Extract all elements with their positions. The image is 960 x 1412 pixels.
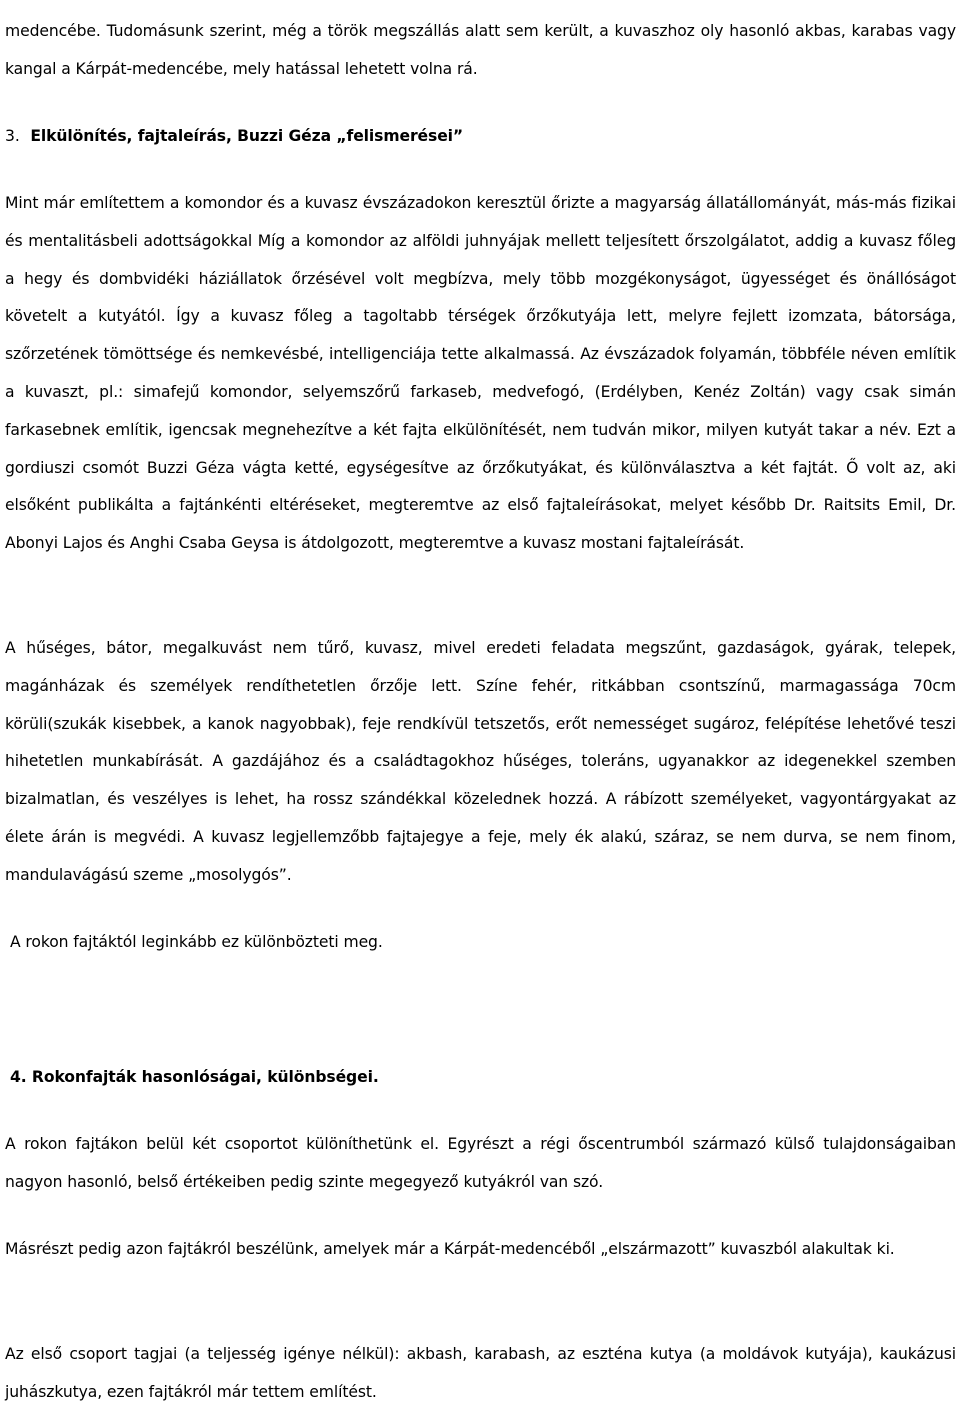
- paragraph-differs: A rokon fajtáktól leginkább ez különbözteti meg.: [10, 933, 383, 951]
- section-4-title: Rokonfajták hasonlóságai, különbségei.: [31, 1068, 379, 1086]
- paragraph-first-group: Az első csoport tagjai (a teljesség igénye nélkül): akbash, karabash, az eszténa kutya (a moldávok kutyája), kaukázusi juhászkutya, ezen fajtákról már tettem említést.: [5, 1345, 956, 1401]
- section-4-heading: [10, 1059, 960, 1097]
- section-3-title: Elkülönítés, fajtaleírás, Buzzi Géza „felismerései”: [30, 127, 464, 145]
- paragraph-traits: A hűséges, bátor, megalkuvást nem tűrő, kuvasz, mivel eredeti feladata megszűnt, gazdaságok, gyárak, telepek, magánházak és személyek rendíthetetlen őrzője lett. Színe fehér, ritkábban csontszínű, marmagassága 70cm körüli(szukák kisebbek, a kanok nagyobbak), feje rendkívül tetszetős, erőt nemességet sugároz, felépítése lehetővé teszi hihetetlen munkabírását. A gazdájához és a családtagokhoz hűséges, toleráns, ugyanakkor az idegenekkel szemben bizalmatlan, és veszélyes is lehet, ha rossz szándékkal közelednek hozzá. A rábízott személyeket, vagyontárgyakat az élete árán is megvédi. A kuvasz legjellemzőbb fajtajegye a feje, mely ék alakú, száraz, se nem durva, se nem finom, mandulavágású szeme „mosolygós”.: [5, 639, 956, 884]
- section-3-heading: [5, 118, 956, 156]
- section-4-number: 4.: [10, 1068, 27, 1086]
- paragraph-intro: medencébe. Tudomásunk szerint, még a török megszállás alatt sem került, a kuvaszhoz oly hasonló akbas, karabas vagy kangal a Kárpát-medencébe, mely hatással lehetett volna rá.: [5, 22, 956, 78]
- section-3-number: 3.: [5, 127, 20, 145]
- paragraph-history: Mint már említettem a komondor és a kuvasz évszázadokon keresztül őrizte a magyarság állatállományát, más-más fizikai és mentalitásbeli adottságokkal Míg a komondor az alföldi juhnyájak mellett teljesített őrszolgálatot, addig a kuvasz főleg a hegy és dombvidéki háziállatok őrzésével volt megbízva, mely több mozgékonyságot, ügyességet és önállóságot követelt a kutyától. Így a kuvasz főleg a tagoltabb térségek őrzőkutyája lett, melyre fejlett izomzata, bátorsága, szőrzetének tömöttsége és nemkevésbé, intelligenciája tette alkalmassá. Az évszázadok folyamán, többféle néven említik a kuvaszt, pl.: simafejű komondor, selyemszőrű farkaseb, medvefogó, (Erdélyben, Kenéz Zoltán) vagy csak simán farkasebnek említik, igencsak megnehezítve a két fajta elkülönítését, nem tudván mikor, milyen kutyát takar a név. Ezt a gordiuszi csomót Buzzi Géza vágta ketté, egységesítve az őrzőkutyákat, és különválasztva a két fajtát. Ő volt az, aki elsőként publikálta a fajtánkénti eltéréseket, megteremtve az első fajtaleírásokat, melyet később Dr. Raitsits Emil, Dr. Abonyi Lajos és Anghi Csaba Geysa is átdolgozott, megteremtve a kuvasz mostani fajtaleírását.: [5, 194, 956, 553]
- paragraph-groups: A rokon fajtákon belül két csoportot különíthetünk el. Egyrészt a régi őscentrumból származó külső tulajdonságaiban nagyon hasonló, belső értékeiben pedig szinte megegyező kutyákról van szó.: [5, 1135, 956, 1191]
- paragraph-descended: Másrészt pedig azon fajtákról beszélünk, amelyek már a Kárpát-medencéből „elszármazott” kuvaszból alakultak ki.: [5, 1240, 895, 1258]
